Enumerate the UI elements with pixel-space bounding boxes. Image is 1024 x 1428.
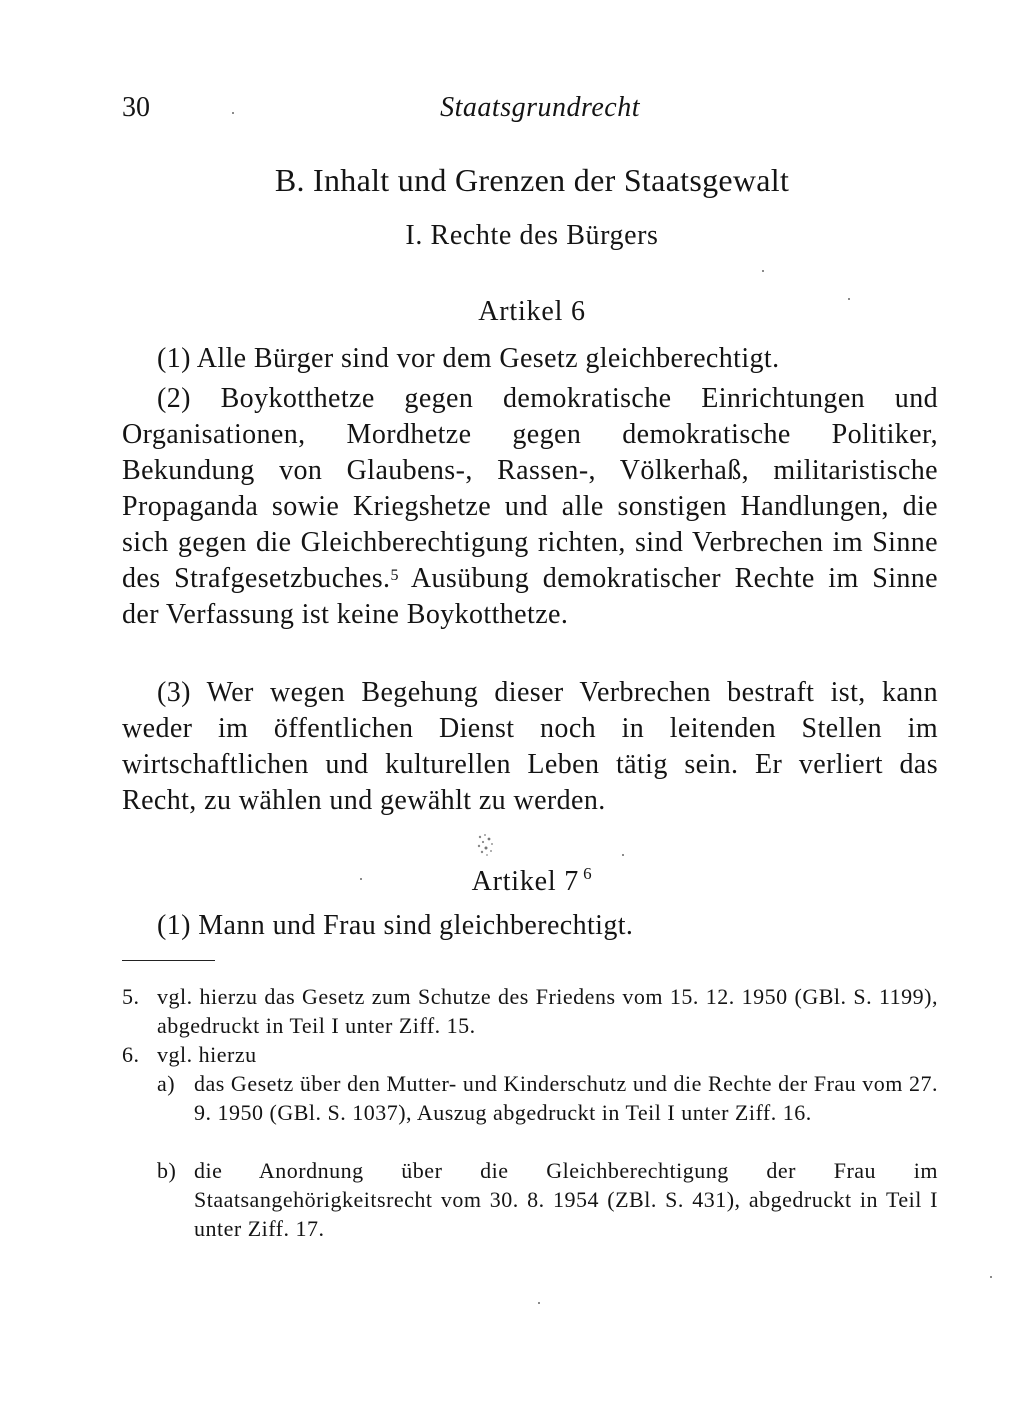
footnote-6-item-b-label: b) [157,1158,177,1183]
footnote-5-text: vgl. hierzu das Gesetz zum Schutze des Friedens vom 15. 12. 1950 (GBl. S. 1199), abgedruckt in Teil I unter Ziff. 15. [157,984,938,1038]
paper-speck [622,854,624,856]
footnote-6-text: vgl. hierzu [157,1042,257,1067]
paper-speck [762,270,764,272]
paper-speck [538,1302,540,1304]
running-head [122,92,640,132]
article-6-paragraph-2 [122,381,938,633]
paper-speck [232,112,234,114]
article-6-paragraph-2-text: (2) Boykotthetze gegen demokratische Einrichtungen und Organisationen, Mordhetze gegen demokratische Politiker, Bekundung von Glaubens-, Rassen-, Völkerhaß, militaristische Propaganda sowie Kriegshetze und alle sonstigen Handlungen, die sich gegen die Gleichberechtigung richten, sind Verbrechen im Sinne des Strafgesetzbuches. [122,383,938,594]
article-7-heading-text: Artikel 7 [471,866,580,897]
article-6-heading: Artikel 6 [478,296,586,327]
article-6-paragraph-2-continuation: Ausübung demokratischer Rechte im Sinne der Verfassung ist keine Boykotthetze. [122,563,938,630]
subsection-heading: I. Rechte des Bürgers [405,220,659,251]
running-title: Staatsgrundrecht [440,92,640,123]
paper-speck [990,1276,992,1278]
footnote-ref-6: 6 [583,864,593,883]
article-7-paragraph-1: (1) Mann und Frau sind gleichberechtigt. [157,910,634,941]
article-6-paragraph-1: (1) Alle Bürger sind vor dem Gesetz gleichberechtigt. [157,343,780,374]
footnote-ref-5: 5 [390,567,399,584]
footnote-6-item-a-text: das Gesetz über den Mutter- und Kinderschutz und die Rechte der Frau vom 27. 9. 1950 (GBl. S. 1037), Auszug abgedruckt in Teil I unter Ziff. 16. [194,1071,938,1125]
article-7-heading [0,866,1024,898]
footnote-5-number: 5. [122,984,140,1009]
footnote-6-item-b-text: die Anordnung über die Gleichberechtigung der Frau im Staatsangehörigkeitsrecht vom 30. 8. 1954 (ZBl. S. 431), abgedruckt in Teil I unter Ziff. 17. [194,1158,938,1241]
footnote-rule [122,960,215,961]
footnote-6-item-a-label: a) [157,1071,176,1096]
paper-speck [360,878,362,880]
section-heading: B. Inhalt und Grenzen der Staatsgewalt [274,162,790,198]
ornament-mark [470,828,504,862]
page-number: 30 [122,92,150,123]
article-6-paragraph-3: (3) Wer wegen Begehung dieser Verbrechen bestraft ist, kann weder im öffentlichen Dienst noch in leitenden Stellen im wirtschaftlichen und kulturellen Leben tätig sein. Er verliert das Recht, zu wählen und gewählt zu werden. [122,677,938,816]
paper-speck [848,298,850,300]
footnote-6-number: 6. [122,1042,140,1067]
